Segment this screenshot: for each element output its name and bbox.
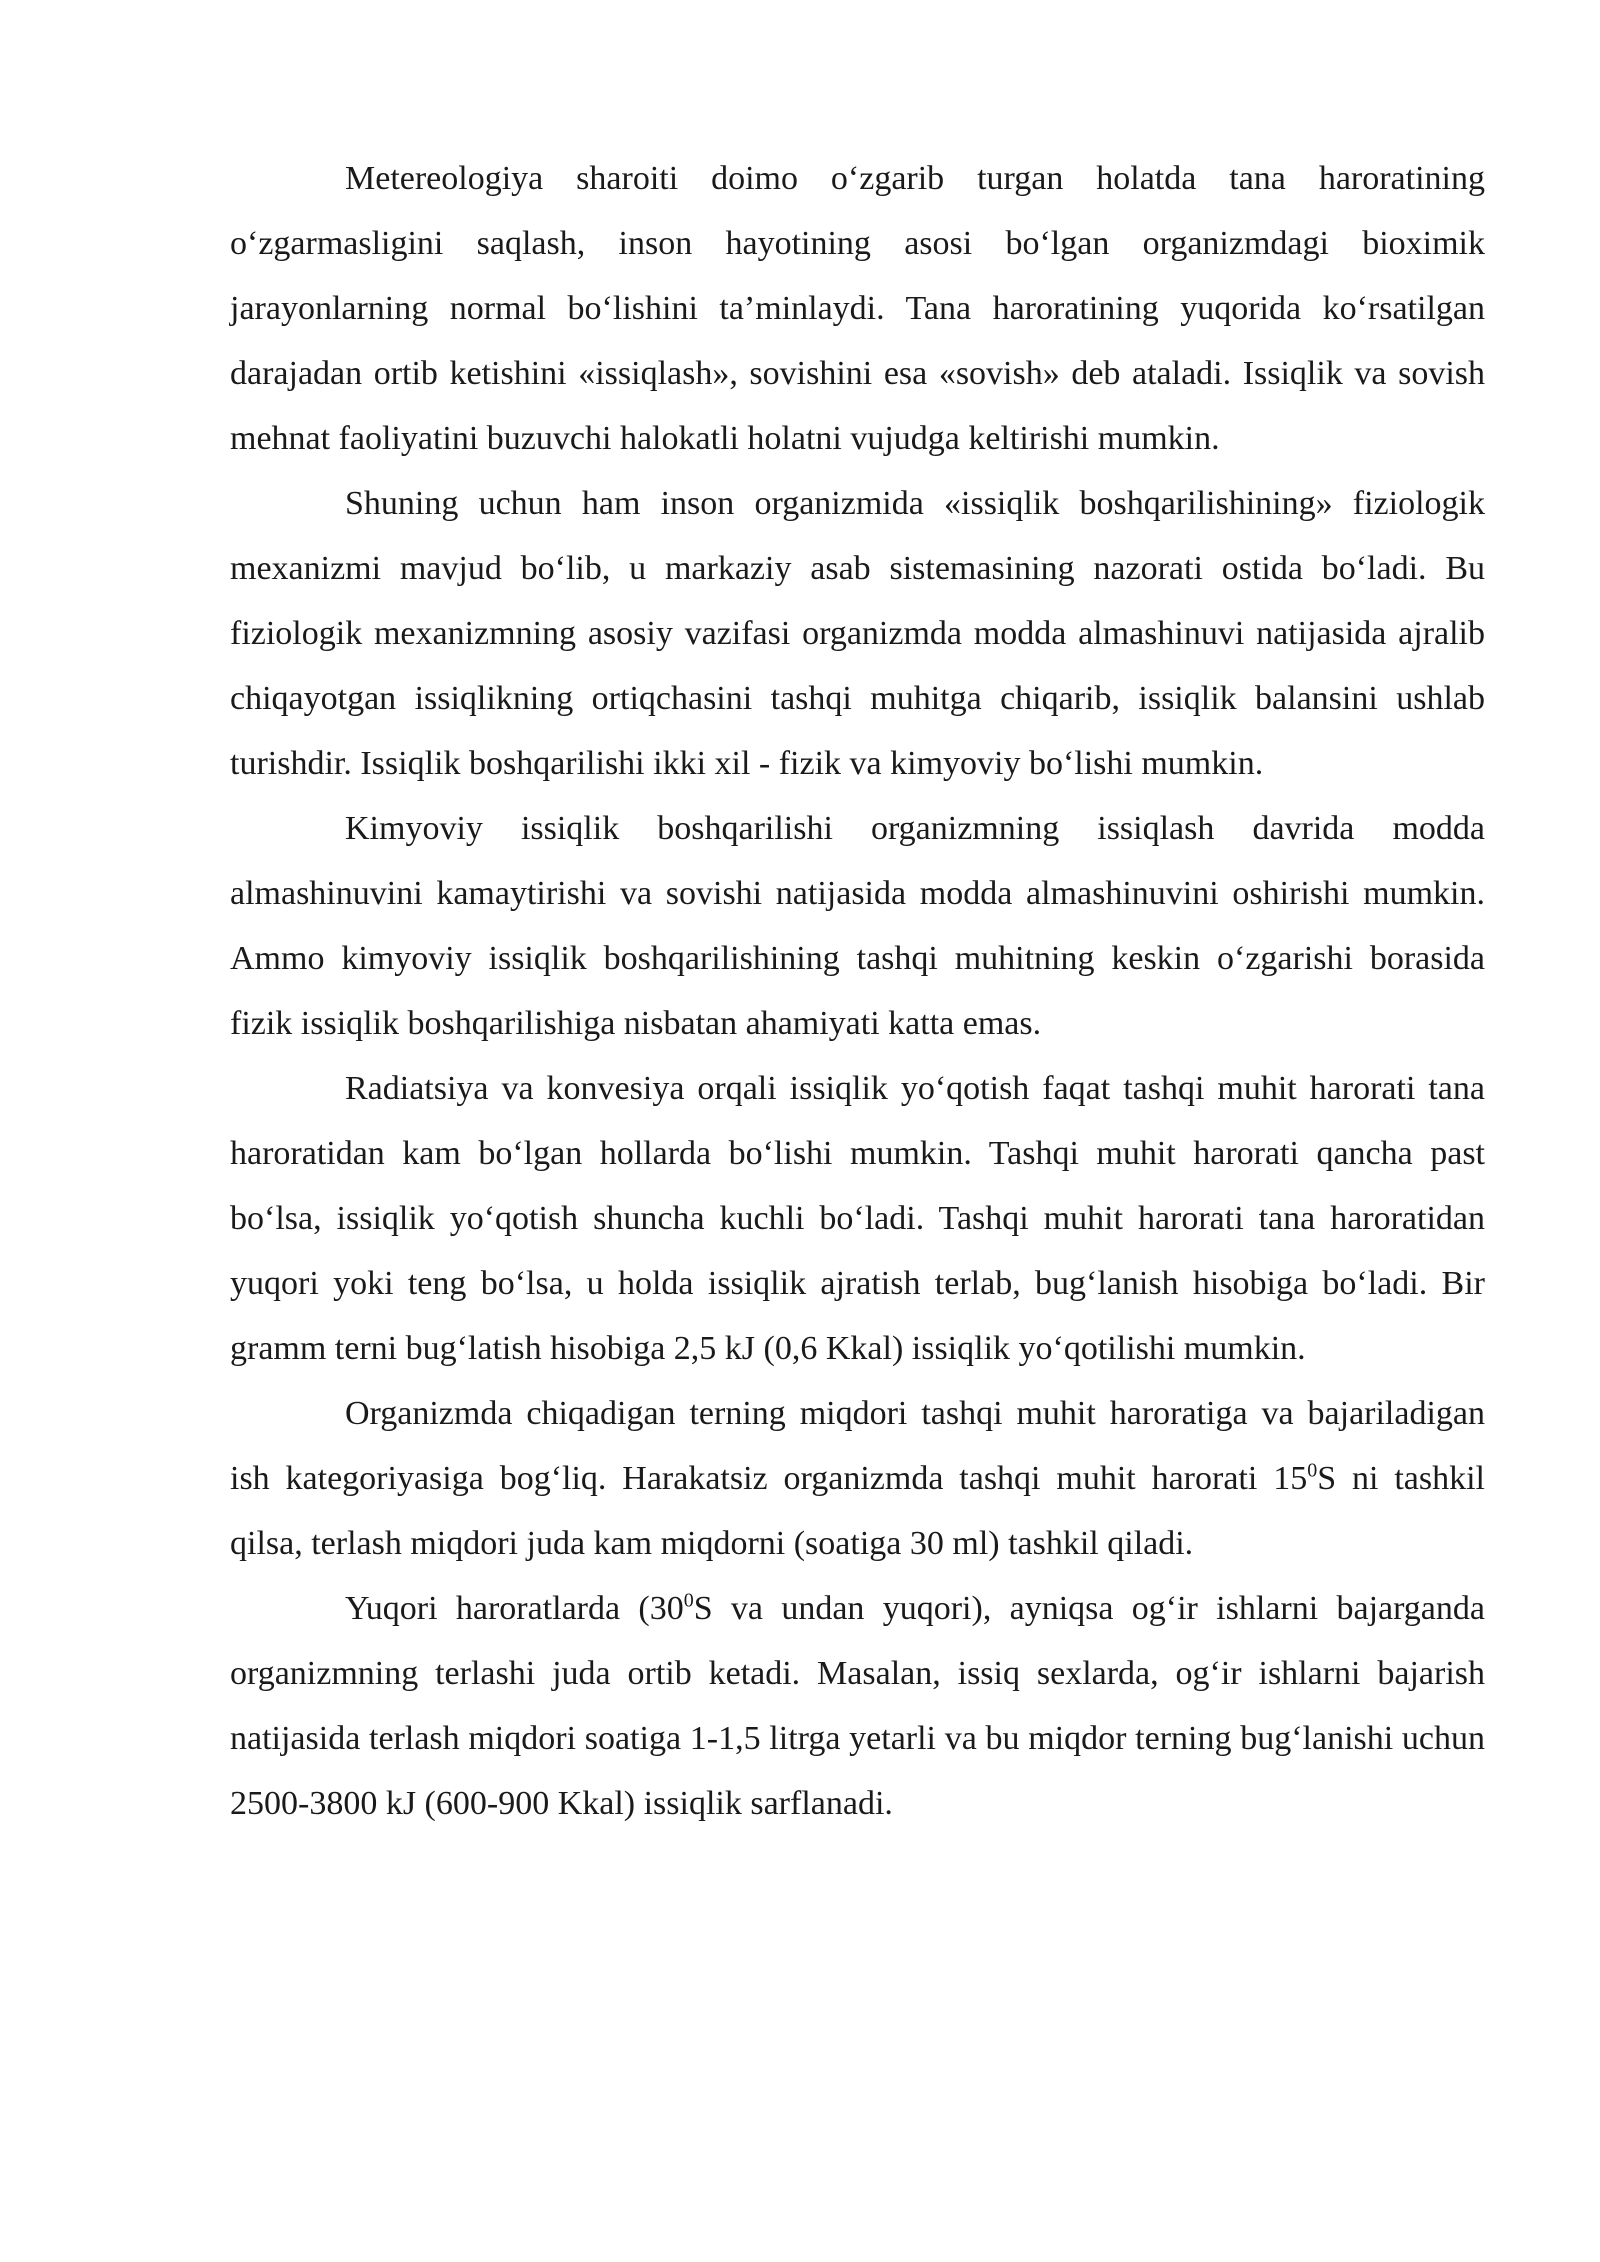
document-body — [230, 146, 1485, 1836]
paragraph-6-text-after: S va undan yuqori), ayniqsa og‘ir ishlarni bajarganda organizmning terlashi juda ortib ketadi. Masalan, issiq sexlarda, og‘ir ishlarni bajarish natijasida terlash miqdori soatiga 1-1,5 litrga yetarli va bu miqdor terning bug‘lanishi uchun 2500-3800 kJ (600-900 Kkal) issiqlik sarflanadi. — [230, 1590, 1485, 1822]
degree-superscript: 0 — [1307, 1459, 1318, 1482]
paragraph-4: Radiatsiya va konvesiya orqali issiqlik yo‘qotish faqat tashqi muhit harorati tana haroratidan kam bo‘lgan hollarda bo‘lishi mumkin. Tashqi muhit harorati qancha past bo‘lsa, issiqlik yo‘qotish shuncha kuchli bo‘ladi. Tashqi muhit harorati tana haroratidan yuqori yoki teng bo‘lsa, u holda issiqlik ajratish terlab, bug‘lanish hisobiga bo‘ladi. Bir gramm terni bug‘latish hisobiga 2,5 kJ (0,6 Kkal) issiqlik yo‘qotilishi mumkin. — [230, 1070, 1485, 1367]
paragraph-3: Kimyoviy issiqlik boshqarilishi organizmning issiqlash davrida modda almashinuvini kamaytirishi va sovishi natijasida modda almashinuvini oshirishi mumkin. Ammo kimyoviy issiqlik boshqarilishining tashqi muhitning keskin o‘zgarishi borasida fizik issiqlik boshqarilishiga nisbatan ahamiyati katta emas. — [230, 810, 1485, 1042]
paragraph-6 — [230, 1576, 1485, 1836]
paragraph-5-text-after: S ni tashkil qilsa, terlash miqdori juda kam miqdorni (soatiga 30 ml) tashkil qiladi. — [230, 1460, 1485, 1562]
paragraph-5-text-before: Organizmda chiqadigan terning miqdori tashqi muhit haroratiga va bajariladigan ish kategoriyasiga bog‘liq. Harakatsiz organizmda tashqi muhit harorati 15 — [230, 1395, 1485, 1497]
paragraph-6-text-before: Yuqori haroratlarda (30 — [345, 1590, 684, 1627]
degree-superscript: 0 — [683, 1589, 694, 1612]
paragraph-2: Shuning uchun ham inson organizmida «issiqlik boshqarilishining» fiziologik mexanizmi mavjud bo‘lib, u markaziy asab sistemasining nazorati ostida bo‘ladi. Bu fiziologik mexanizmning asosiy vazifasi organizmda modda almashinuvi natijasida ajralib chiqayotgan issiqlikning ortiqchasini tashqi muhitga chiqarib, issiqlik balansini ushlab turishdir. Issiqlik boshqarilishi ikki xil - fizik va kimyoviy bo‘lishi mumkin. — [230, 485, 1485, 782]
paragraph-5 — [230, 1381, 1485, 1576]
paragraph-1: Metereologiya sharoiti doimo o‘zgarib turgan holatda tana haroratining o‘zgarmasligini saqlash, inson hayotining asosi bo‘lgan organizmdagi bioximik jarayonlarning normal bo‘lishini ta’minlaydi. Tana haroratining yuqorida ko‘rsatilgan darajadan ortib ketishini «issiqlash», sovishini esa «sovish» deb ataladi. Issiqlik va sovish mehnat faoliyatini buzuvchi halokatli holatni vujudga keltirishi mumkin. — [230, 160, 1485, 457]
